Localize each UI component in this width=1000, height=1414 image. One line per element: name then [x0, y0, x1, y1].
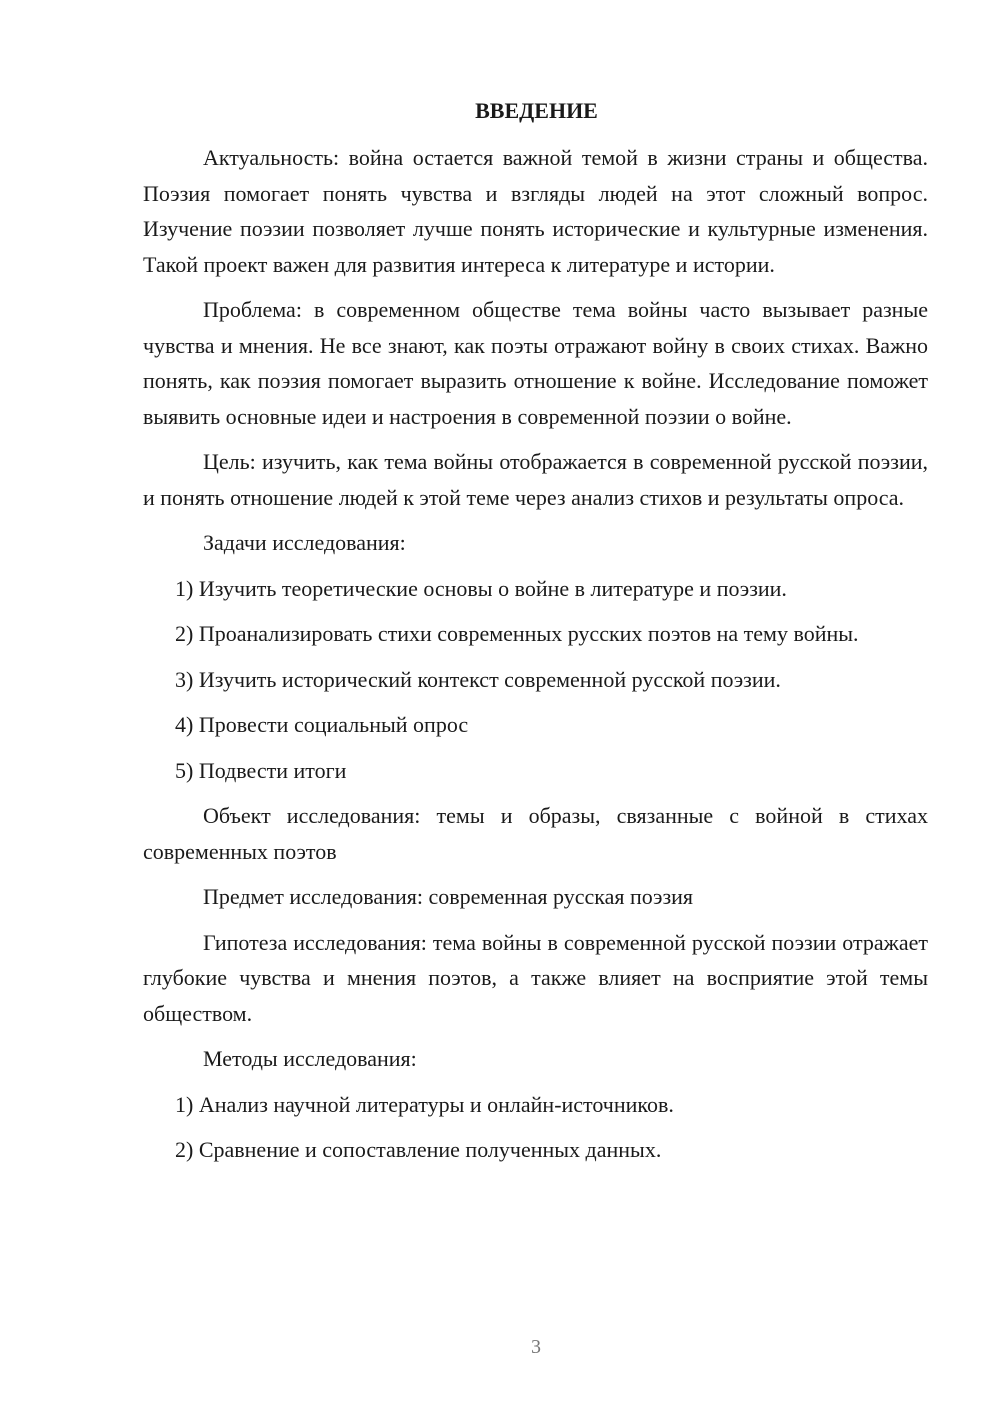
methods-heading: Методы исследования: — [203, 1046, 417, 1071]
task-item: 3) Изучить исторический контекст современной русской поэзии. — [175, 666, 781, 692]
task-item: 1) Изучить теоретические основы о войне в литературе и поэзии. — [175, 575, 787, 601]
method-item: 1) Анализ научной литературы и онлайн-источников. — [175, 1091, 674, 1117]
task-item: 5) Подвести итоги — [175, 757, 347, 783]
document-page — [143, 96, 928, 1178]
method-item: 2) Сравнение и сопоставление полученных данных. — [175, 1137, 662, 1162]
subject-paragraph: Предмет исследования: современная русская поэзия — [203, 884, 694, 909]
object-paragraph: Объект исследования: темы и образы, связанные с войной в стихах современных поэтов — [143, 803, 928, 864]
tasks-heading: Задачи исследования: — [203, 530, 406, 555]
task-item: 4) Провести социальный опрос — [175, 712, 469, 737]
task-item: 2) Проанализировать стихи современных русских поэтов на тему войны. — [175, 621, 859, 646]
page-number: 3 — [531, 1336, 541, 1358]
section-title: ВВЕДЕНИЕ — [475, 98, 598, 123]
problem-paragraph: Проблема: в современном обществе тема войны часто вызывает разные чувства и мнения. Не все знают, как поэты отражают войну в своих стихах. Важно понять, как поэзия помогает выразить отношение к войне. Исследование поможет выявить основные идеи и настроения в современной поэзии о войне. — [143, 297, 928, 429]
goal-paragraph: Цель: изучить, как тема войны отображается в современной русской поэзии, и понять отношение людей к этой теме через анализ стихов и результаты опроса. — [143, 449, 928, 510]
relevance-paragraph: Актуальность: война остается важной темой в жизни страны и общества. Поэзия помогает понять чувства и взгляды людей на этот сложный вопрос. Изучение поэзии позволяет лучше понять исторические и культурные изменения. Такой проект важен для развития интереса к литературе и истории. — [143, 145, 928, 277]
hypothesis-paragraph: Гипотеза исследования: тема войны в современной русской поэзии отражает глубокие чувства и мнения поэтов, а также влияет на восприятие этой темы обществом. — [143, 929, 928, 1026]
